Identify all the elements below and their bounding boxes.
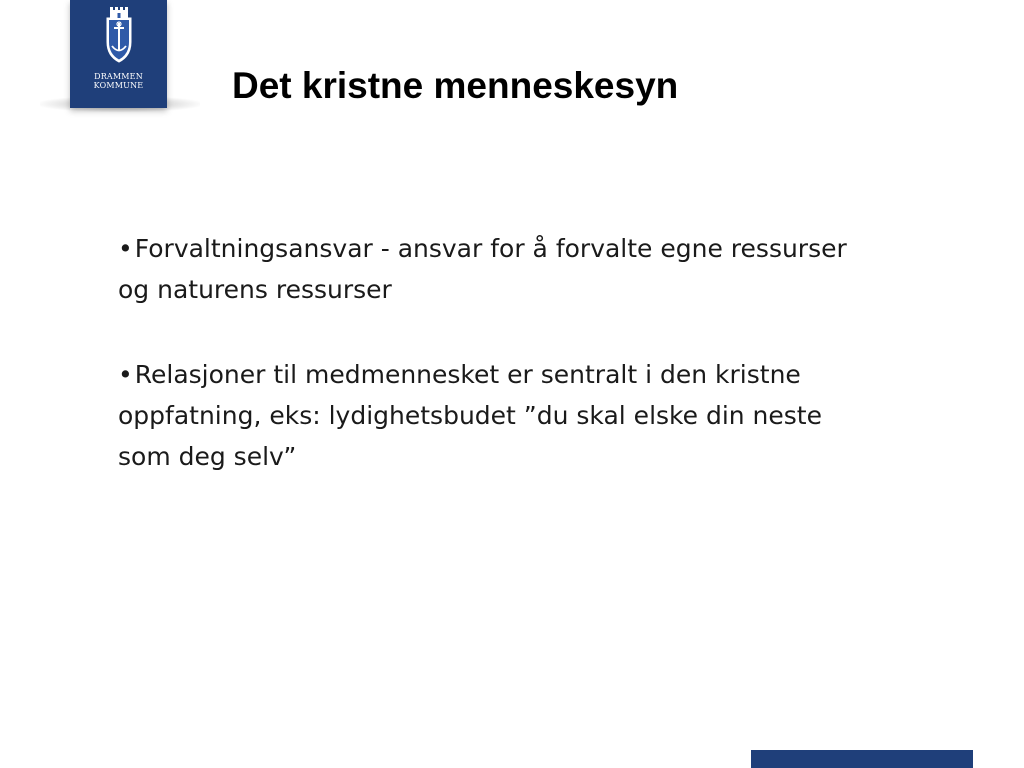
bullet-text-line: og naturens ressurser (118, 275, 392, 304)
bullet-marker: • (118, 360, 133, 389)
bullet-text-line: som deg selv” (118, 442, 297, 471)
footer-accent-bar (751, 750, 973, 768)
bullet-text-line: Forvaltningsansvar - ansvar for å forvalte egne ressurser (134, 234, 847, 263)
bullet-item (118, 228, 938, 310)
logo-text-line1: DRAMMEN (94, 72, 143, 81)
coat-of-arms-icon (70, 0, 167, 72)
slide-title: Det kristne menneskesyn (232, 65, 679, 106)
bullet-item (118, 354, 938, 477)
bullet-text-line: oppfatning, eks: lydighetsbudet ”du skal elske din neste (118, 401, 822, 430)
bullet-text-line: Relasjoner til medmennesket er sentralt i den kristne (134, 360, 801, 389)
logo-text-line2: KOMMUNE (93, 81, 144, 90)
bullet-marker: • (118, 234, 133, 263)
drammen-kommune-logo (70, 0, 167, 108)
bullet-list (118, 228, 938, 521)
